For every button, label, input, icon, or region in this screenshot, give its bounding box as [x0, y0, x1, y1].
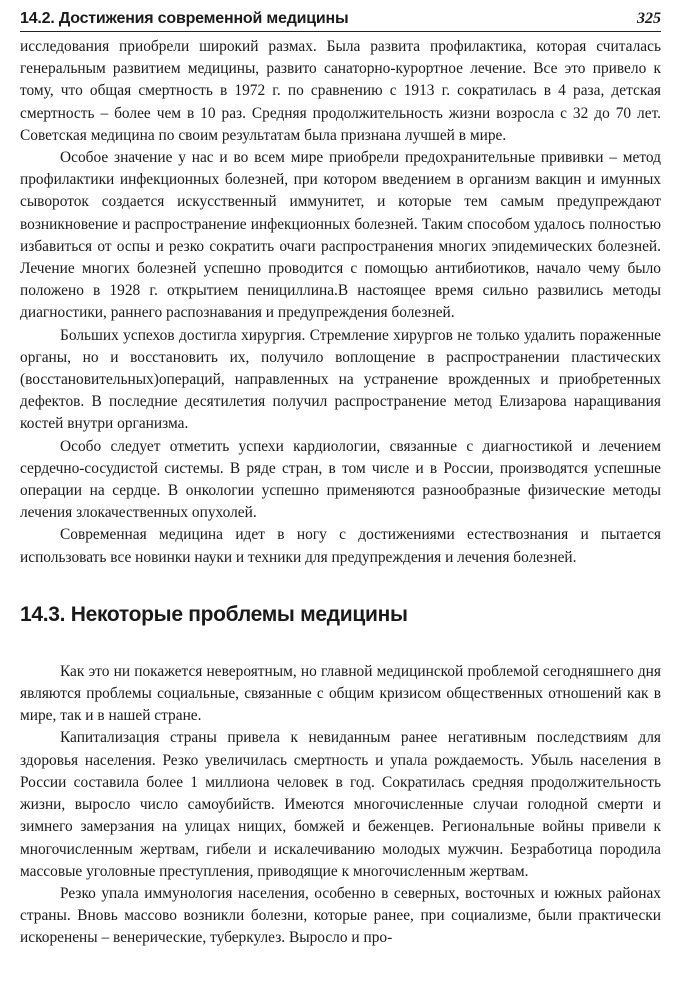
section-14-3-body: [20, 661, 661, 950]
running-title: 14.2. Достижения современной медицины: [20, 10, 349, 27]
running-header: [20, 10, 661, 32]
page-number: 325: [637, 10, 661, 27]
paragraph: исследования приобрели широкий размах. Была развита профилактика, которая считалась генеральным развитием медицины, развито санаторно-курортное лечение. Все это привело к тому, что общая смертность в 1972 г. по сравнению с 1913 г. сократилась в 4 раза, детская смертность – более чем в 10 раз. Средняя продолжительность жизни возросла с 32 до 70 лет. Советская медицина по своим результатам была признана лучшей в мире.: [20, 38, 661, 144]
section-heading: 14.3. Некоторые проблемы медицины: [20, 602, 408, 626]
paragraph: Больших успехов достигла хирургия. Стремление хирургов не только удалить пораженные органы, но и восстановить их, получило воплощение в распространении пластических (восстановительных)операций, направленных на устранение врожденных и приобретенных дефектов. В последние десятилетия получил распространение метод Елизарова наращивания костей внутри организма.: [20, 326, 661, 433]
paragraph: Особое значение у нас и во всем мире приобрели предохранительные прививки – метод профилактики инфекционных болезней, при котором введением в организм вакцин и имунных сывороток создается искусственный иммунитет, и которые тем самым предупреждают возникновение и распространение инфекционных болезней. Таким способом удалось полностью избавиться от оспы и резко сократить очаги распространения многих эпидемических болезней. Лечение многих болезней успешно проводится с помощью антибиотиков, начало чему было положено в 1928 г. открытием пенициллина.В настоящее время сильно развились методы диагностики, раннего распознавания и предупреждения болезней.: [20, 149, 661, 322]
paragraph: Капитализация страны привела к невиданным ранее негативным последствиям для здоровья населения. Резко увеличилась смертность и упала рождаемость. Убыль населения в России составила более 1 миллиона человек в год. Сократилась средняя продолжительность жизни, выросло число самоубийств. Имеются многочисленные случаи голодной смерти и зимнего замерзания на улицах нищих, бомжей и беженцев. Региональные войны привели к многочисленным жертвам, гибели и искалечиванию молодых мужчин. Безработица породила массовые уголовные преступления, приводящие к многочисленным жертвам.: [20, 729, 661, 880]
section-14-2-body: [20, 36, 661, 569]
paragraph: Как это ни покажется невероятным, но главной медицинской проблемой сегодняшнего дня являются проблемы социальные, связанные с общим кризисом общественных отношений как в мире, так и в нашей стране.: [20, 662, 661, 725]
paragraph: Резко упала иммунология населения, особенно в северных, восточных и южных районах страны. Вновь массово возникли болезни, которые ранее, при социализме, были практически искоренены – венерические, туберкулез. Выросло и про-: [20, 884, 661, 947]
paragraph: Современная медицина идет в ногу с достижениями естествознания и пытается использовать все новинки науки и техники для предупреждения и лечения болезней.: [20, 526, 661, 566]
paragraph: Особо следует отметить успехи кардиологии, связанные с диагностикой и лечением сердечно-сосудистой системы. В ряде стран, в том числе и в России, производятся успешные операции на сердце. В онкологии успешно применяются разнообразные физические методы лечения злокачественных опухолей.: [20, 437, 661, 522]
